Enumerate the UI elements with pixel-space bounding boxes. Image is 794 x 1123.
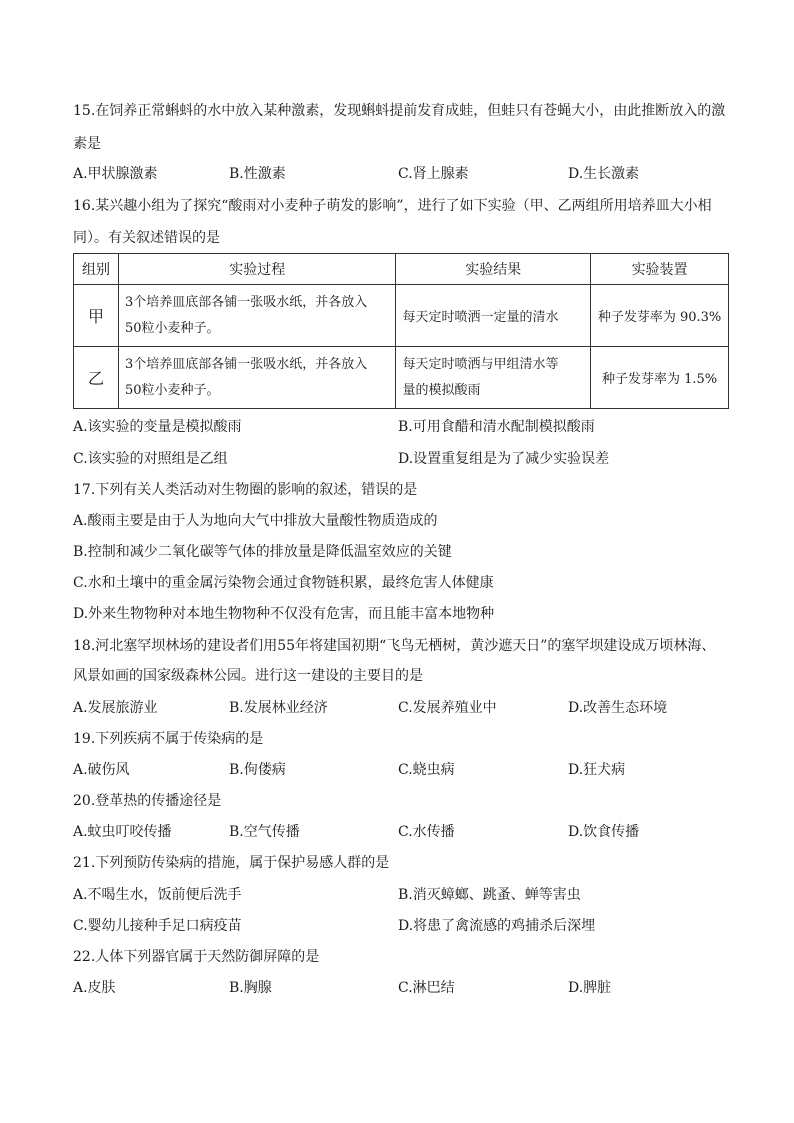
q17-option-c: C.水和土壤中的重金属污染物会通过食物链积累，最终危害人体健康	[73, 575, 494, 591]
q22-option-a: A.皮肤	[73, 980, 116, 996]
q18-option-c: C.发展养殖业中	[398, 700, 497, 716]
q21-stem: 21.下列预防传染病的措施，属于保护易感人群的是	[73, 855, 390, 871]
row-process-line2: 50粒小麦种子。	[124, 320, 220, 336]
row-outcome: 种子发芽率为 90.3%	[591, 285, 729, 347]
row-process	[118, 347, 396, 409]
q16-option-d: D.设置重复组是为了减少实验误差	[398, 451, 610, 467]
q18-option-a: A.发展旅游业	[73, 700, 158, 716]
q18-stem-line1: 18.河北塞罕坝林场的建设者们用55年将建国初期“飞鸟无栖树，黄沙遮天日”的塞罕坝建设成万顷林海、	[73, 638, 716, 654]
q21-option-b: B.消灭蟑螂、跳蚤、蝉等害虫	[398, 887, 581, 903]
row-process-line1: 3个培养皿底部各铺一张吸水纸，并各放入	[124, 294, 368, 310]
q20-stem: 20.登革热的传播途径是	[73, 793, 222, 809]
q15-option-a: A.甲状腺激素	[73, 166, 158, 182]
row-result-line2: 量的模拟酸雨	[402, 382, 481, 398]
q15-option-b: B.性激素	[229, 166, 286, 182]
row-group: 乙	[74, 347, 119, 409]
q15-option-c: C.肾上腺素	[398, 166, 469, 182]
row-process	[118, 285, 396, 347]
header-group: 组别	[74, 254, 119, 285]
q17-option-b: B.控制和减少二氧化碳等气体的排放量是降低温室效应的关键	[73, 544, 452, 560]
experiment-table	[73, 253, 729, 409]
q16-stem-line1: 16.某兴趣小组为了探究“酸雨对小麦种子萌发的影响”，进行了如下实验（甲、乙两组所用培养皿大小相	[73, 198, 712, 214]
q17-option-d: D.外来生物物种对本地生物物种不仅没有危害，而且能丰富本地物种	[73, 606, 495, 622]
row-result-line1: 每天定时喷洒一定量的清水	[402, 310, 559, 325]
q16-option-b: B.可用食醋和清水配制模拟酸雨	[398, 419, 595, 435]
header-result: 实验结果	[396, 254, 591, 285]
q21-option-a: A.不喝生水，饭前便后洗手	[73, 887, 242, 903]
q20-option-b: B.空气传播	[229, 824, 300, 840]
q22-option-b: B.胸腺	[229, 980, 272, 996]
row-process-line1: 3个培养皿底部各铺一张吸水纸，并各放入	[124, 356, 368, 372]
q16-option-a: A.该实验的变量是模拟酸雨	[73, 419, 242, 435]
q16-stem-line2: 同）。有关叙述错误的是	[73, 230, 220, 246]
q17-stem: 17.下列有关人类活动对生物圈的影响的叙述，错误的是	[73, 482, 418, 498]
row-outcome: 种子发芽率为 1.5%	[591, 347, 729, 409]
q15-option-d: D.生长激素	[568, 166, 640, 182]
row-group: 甲	[74, 285, 119, 347]
table-row	[74, 285, 729, 347]
q19-option-d: D.狂犬病	[568, 762, 626, 778]
q19-option-a: A.破伤风	[73, 762, 130, 778]
header-process: 实验过程	[118, 254, 396, 285]
q22-option-d: D.脾脏	[568, 980, 612, 996]
row-result	[396, 347, 591, 409]
table-header-row	[74, 254, 729, 285]
q20-option-c: C.水传播	[398, 824, 455, 840]
q20-option-d: D.饮食传播	[568, 824, 640, 840]
q19-option-b: B.佝偻病	[229, 762, 286, 778]
row-result-line1: 每天定时喷洒与甲组清水等	[402, 356, 559, 372]
q18-option-b: B.发展林业经济	[229, 700, 328, 716]
q16-option-c: C.该实验的对照组是乙组	[73, 451, 228, 467]
q17-option-a: A.酸雨主要是由于人为地向大气中排放大量酸性物质造成的	[73, 513, 438, 529]
q19-option-c: C.蛲虫病	[398, 762, 455, 778]
q19-stem: 19.下列疾病不属于传染病的是	[73, 731, 264, 747]
q21-option-d: D.将患了禽流感的鸡捕杀后深埋	[398, 918, 596, 934]
q22-stem: 22.人体下列器官属于天然防御屏障的是	[73, 949, 320, 965]
q22-option-c: C.淋巴结	[398, 980, 455, 996]
table-row	[74, 347, 729, 409]
row-process-line2: 50粒小麦种子。	[124, 382, 220, 398]
q15-stem-line2: 素是	[73, 136, 101, 152]
q15-stem-line1: 15.在饲养正常蝌蚪的水中放入某种激素，发现蝌蚪提前发育成蛙，但蛙只有苍蝇大小，由此推断放入的激	[73, 103, 726, 119]
header-apparatus: 实验装置	[591, 254, 729, 285]
q20-option-a: A.蚊虫叮咬传播	[73, 824, 172, 840]
q18-stem-line2: 风景如画的国家级森林公园。进行这一建设的主要目的是	[73, 668, 423, 684]
q21-option-c: C.婴幼儿接种手足口病疫苗	[73, 918, 242, 934]
q18-option-d: D.改善生态环境	[568, 700, 668, 716]
row-result	[396, 285, 591, 347]
